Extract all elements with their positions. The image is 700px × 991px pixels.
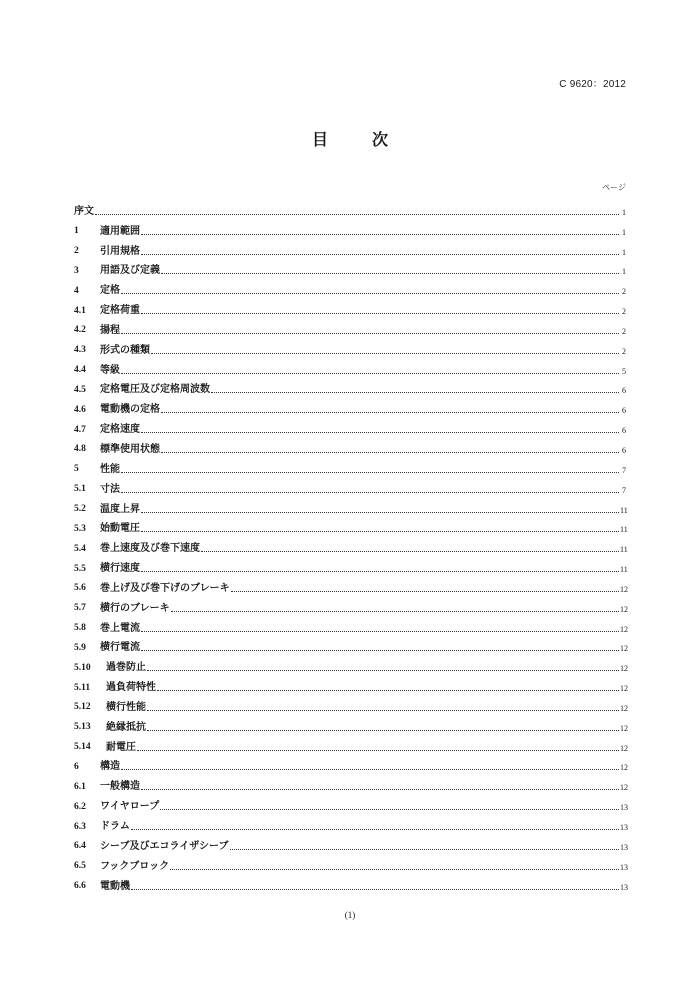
toc-entry-title: 電動機の定格 <box>100 404 160 416</box>
toc-entry-page: 12 <box>620 684 628 694</box>
page-folio: (1) <box>344 910 356 920</box>
toc-entry-page: 1 <box>622 207 626 217</box>
toc-entry-number: 5.11 <box>74 682 91 693</box>
toc-leader-dots <box>131 828 619 830</box>
toc-entry-page: 12 <box>620 664 628 674</box>
toc-leader-dots <box>147 729 619 731</box>
toc-entry-page: 6 <box>622 445 626 455</box>
toc-leader-dots <box>147 709 619 711</box>
toc-entry[interactable] <box>74 614 626 634</box>
toc-entry-title: 始動電圧 <box>100 523 140 535</box>
toc-entry-page: 11 <box>620 565 628 575</box>
toc-entry-number: 6.5 <box>74 861 86 872</box>
toc-entry-page: 1 <box>622 227 626 237</box>
toc-entry-number: 5.5 <box>74 563 86 574</box>
toc-entry-title: 横行速度 <box>100 563 140 575</box>
toc-entry-number: 6.3 <box>74 821 86 832</box>
toc-entry-number: 5.12 <box>74 702 91 713</box>
toc-entry-title: 用語及び定義 <box>100 265 160 277</box>
toc-leader-dots <box>121 491 619 493</box>
toc-entry[interactable] <box>74 693 626 713</box>
toc-entry[interactable] <box>74 356 626 376</box>
toc-entry-title: 耐電圧 <box>106 741 136 753</box>
toc-entry[interactable] <box>74 673 626 693</box>
toc-entry[interactable] <box>74 772 626 792</box>
toc-entry-number: 5.8 <box>74 623 86 634</box>
toc-leader-dots <box>141 630 619 632</box>
toc-entry-number: 4.3 <box>74 345 86 356</box>
toc-entry-page: 12 <box>620 624 628 634</box>
toc-entry-page: 6 <box>622 386 626 396</box>
toc-entry-number: 6.4 <box>74 841 86 852</box>
toc-entry[interactable] <box>74 197 626 217</box>
toc-entry-title: 一般構造 <box>100 781 140 793</box>
toc-entry-title: 横行のブレーキ <box>100 602 170 614</box>
toc-entry-number: 4.7 <box>74 424 86 435</box>
toc-entry[interactable] <box>74 733 626 753</box>
toc-entry-title: 引用規格 <box>100 245 140 257</box>
toc-leader-dots <box>211 391 619 393</box>
toc-entry-title: 序文 <box>74 205 94 217</box>
toc-entry-title: 過巻防止 <box>106 662 146 674</box>
toc-entry-title: 適用範囲 <box>100 225 140 237</box>
toc-entry-number: 5.2 <box>74 504 86 514</box>
toc-entry-page: 13 <box>620 823 628 832</box>
toc-entry-page: 2 <box>622 307 626 317</box>
toc-entry[interactable] <box>74 534 626 554</box>
toc-entry-title: 定格電圧及び定格周波数 <box>100 384 210 396</box>
toc-leader-dots <box>171 610 619 612</box>
toc-entry-title: ドラム <box>100 821 130 832</box>
toc-entry[interactable] <box>74 316 626 336</box>
toc-leader-dots <box>161 272 619 274</box>
toc-entry[interactable] <box>74 792 626 812</box>
toc-entry-page: 7 <box>622 465 626 475</box>
toc-entry-page: 12 <box>620 604 628 614</box>
toc-entry-number: 4 <box>74 285 79 296</box>
toc-entry-page: 12 <box>620 584 628 594</box>
toc-leader-dots <box>161 411 619 413</box>
toc-leader-dots <box>141 312 619 314</box>
toc-entry-number: 1 <box>74 226 79 237</box>
toc-leader-dots <box>141 649 619 651</box>
toc-entry-page: 11 <box>620 545 628 555</box>
toc-entry-number: 4.8 <box>74 444 86 455</box>
toc-entry-number: 5.4 <box>74 543 86 554</box>
toc-entry-page: 12 <box>620 644 628 654</box>
toc-entry-number: 5.6 <box>74 583 86 594</box>
toc-entry-title: 巻上速度及び巻下速度 <box>100 543 200 555</box>
toc-entry-page: 2 <box>622 287 626 297</box>
toc-entry[interactable] <box>74 634 626 654</box>
toc-entry-page: 13 <box>620 842 628 852</box>
toc-entry-title: 巻上げ及び巻下げのブレーキ <box>100 582 230 594</box>
toc-entry-number: 2 <box>74 246 79 257</box>
toc-entry-page: 13 <box>620 803 628 813</box>
toc-entry-title: 標準使用状態 <box>100 443 160 455</box>
toc-leader-dots <box>141 431 619 433</box>
toc-entry-title: 構造 <box>100 761 120 773</box>
page-column-label: ページ <box>602 183 626 192</box>
toc-entry-page: 12 <box>620 783 628 793</box>
toc-leader-dots <box>121 471 619 473</box>
toc-entry[interactable] <box>74 395 626 415</box>
toc-entry-page: 2 <box>622 346 626 356</box>
toc-entry-title: 定格荷重 <box>100 305 140 317</box>
toc-entry[interactable] <box>74 872 626 892</box>
toc-entry-page: 7 <box>622 485 626 495</box>
toc-entry-title: 絶縁抵抗 <box>106 721 146 733</box>
toc-leader-dots <box>95 213 619 215</box>
toc-leader-dots <box>141 530 619 532</box>
toc-entry-number: 5.10 <box>74 662 91 673</box>
toc-leader-dots <box>141 788 619 790</box>
toc-entry-page: 2 <box>622 326 626 336</box>
toc-entry[interactable] <box>74 495 626 515</box>
toc-entry-page: 12 <box>620 763 628 773</box>
toc-leader-dots <box>160 808 619 810</box>
toc-entry[interactable] <box>74 713 626 733</box>
toc-entry-number: 6.2 <box>74 801 86 812</box>
toc-entry-title: 形式の種類 <box>100 344 150 356</box>
toc-entry[interactable] <box>74 753 626 773</box>
toc-leader-dots <box>141 253 619 255</box>
toc-leader-dots <box>231 590 619 592</box>
toc-leader-dots <box>230 848 620 850</box>
standard-code: C 9620：2012 <box>559 79 626 90</box>
page-title: 目 次 <box>311 130 402 149</box>
toc-entry[interactable] <box>74 237 626 257</box>
toc-leader-dots <box>141 511 619 513</box>
toc-entry[interactable] <box>74 515 626 535</box>
toc-leader-dots <box>137 749 619 751</box>
toc-entry[interactable] <box>74 475 626 495</box>
toc-entry-number: 5.7 <box>74 603 86 614</box>
toc-leader-dots <box>201 550 619 552</box>
toc-entry-title: シーブ及びエコライザシーブ <box>100 840 229 852</box>
toc-entry[interactable] <box>74 653 626 673</box>
toc-entry-page: 12 <box>620 703 628 713</box>
toc-entry-number: 5.13 <box>74 722 91 733</box>
toc-entry-title: フックブロック <box>100 860 170 872</box>
toc-entry-number: 6.1 <box>74 781 86 792</box>
toc-entry[interactable] <box>74 574 626 594</box>
toc-entry-title: 定格 <box>100 285 120 297</box>
toc-leader-dots <box>170 868 619 870</box>
toc-entry-page: 12 <box>620 743 628 753</box>
toc-entry-title: 横行電流 <box>100 642 140 654</box>
toc-entry-title: 電動機 <box>100 880 130 892</box>
toc-entry-title: 寸法 <box>100 483 120 495</box>
toc-entry[interactable] <box>74 257 626 277</box>
toc-entry-number: 5.3 <box>74 523 86 534</box>
toc-entry-title: 温度上昇 <box>100 503 140 515</box>
toc-entry[interactable] <box>74 832 626 852</box>
toc-entry[interactable] <box>74 594 626 614</box>
table-of-contents <box>74 197 626 892</box>
toc-leader-dots <box>161 451 619 453</box>
toc-entry-title: 過負荷特性 <box>106 682 156 694</box>
toc-entry[interactable] <box>74 276 626 296</box>
toc-entry-title: 性能 <box>100 463 120 475</box>
toc-entry-number: 4.5 <box>74 384 86 395</box>
toc-entry-title: ワイヤロープ <box>100 801 160 813</box>
toc-entry-title: 巻上電流 <box>100 622 140 634</box>
toc-entry[interactable] <box>74 554 626 574</box>
toc-entry-page: 13 <box>620 862 628 872</box>
toc-entry-number: 5.14 <box>74 742 91 753</box>
toc-leader-dots <box>151 352 619 354</box>
toc-leader-dots <box>121 372 619 374</box>
toc-entry[interactable] <box>74 812 626 832</box>
toc-entry-number: 6.6 <box>74 881 86 892</box>
toc-leader-dots <box>157 689 619 691</box>
toc-entry[interactable] <box>74 852 626 872</box>
toc-entry[interactable] <box>74 455 626 475</box>
toc-entry-page: 13 <box>620 882 628 892</box>
toc-leader-dots <box>121 292 619 294</box>
toc-entry[interactable] <box>74 336 626 356</box>
toc-entry-title: 定格速度 <box>100 424 140 436</box>
toc-entry-number: 4.1 <box>74 305 86 316</box>
toc-leader-dots <box>147 669 619 671</box>
toc-entry-number: 5.1 <box>74 484 86 495</box>
toc-entry-number: 3 <box>74 265 79 276</box>
toc-entry-title: 揚程 <box>100 324 120 336</box>
toc-leader-dots <box>121 768 619 770</box>
toc-entry-page: 1 <box>622 267 626 277</box>
toc-entry-number: 4.2 <box>74 325 86 336</box>
toc-entry-number: 5 <box>74 464 79 475</box>
toc-entry-page: 11 <box>620 525 628 535</box>
toc-entry[interactable] <box>74 217 626 237</box>
toc-entry-title: 等級 <box>100 364 120 376</box>
toc-leader-dots <box>131 888 619 890</box>
toc-entry-number: 4.6 <box>74 404 86 415</box>
toc-entry[interactable] <box>74 376 626 396</box>
toc-leader-dots <box>121 332 619 334</box>
toc-entry-page: 11 <box>620 505 628 515</box>
toc-leader-dots <box>141 570 619 572</box>
toc-entry-number: 4.4 <box>74 365 86 376</box>
toc-entry-page: 1 <box>622 247 626 257</box>
toc-entry-page: 6 <box>622 406 626 416</box>
toc-entry-page: 5 <box>622 366 626 376</box>
toc-leader-dots <box>141 233 619 235</box>
toc-entry-title: 横行性能 <box>106 701 146 713</box>
toc-entry[interactable] <box>74 435 626 455</box>
toc-entry[interactable] <box>74 296 626 316</box>
toc-entry-number: 6 <box>74 761 79 772</box>
toc-entry-page: 6 <box>622 426 626 436</box>
toc-entry-page: 12 <box>620 723 628 733</box>
toc-entry[interactable] <box>74 415 626 435</box>
toc-entry-number: 5.9 <box>74 642 86 653</box>
